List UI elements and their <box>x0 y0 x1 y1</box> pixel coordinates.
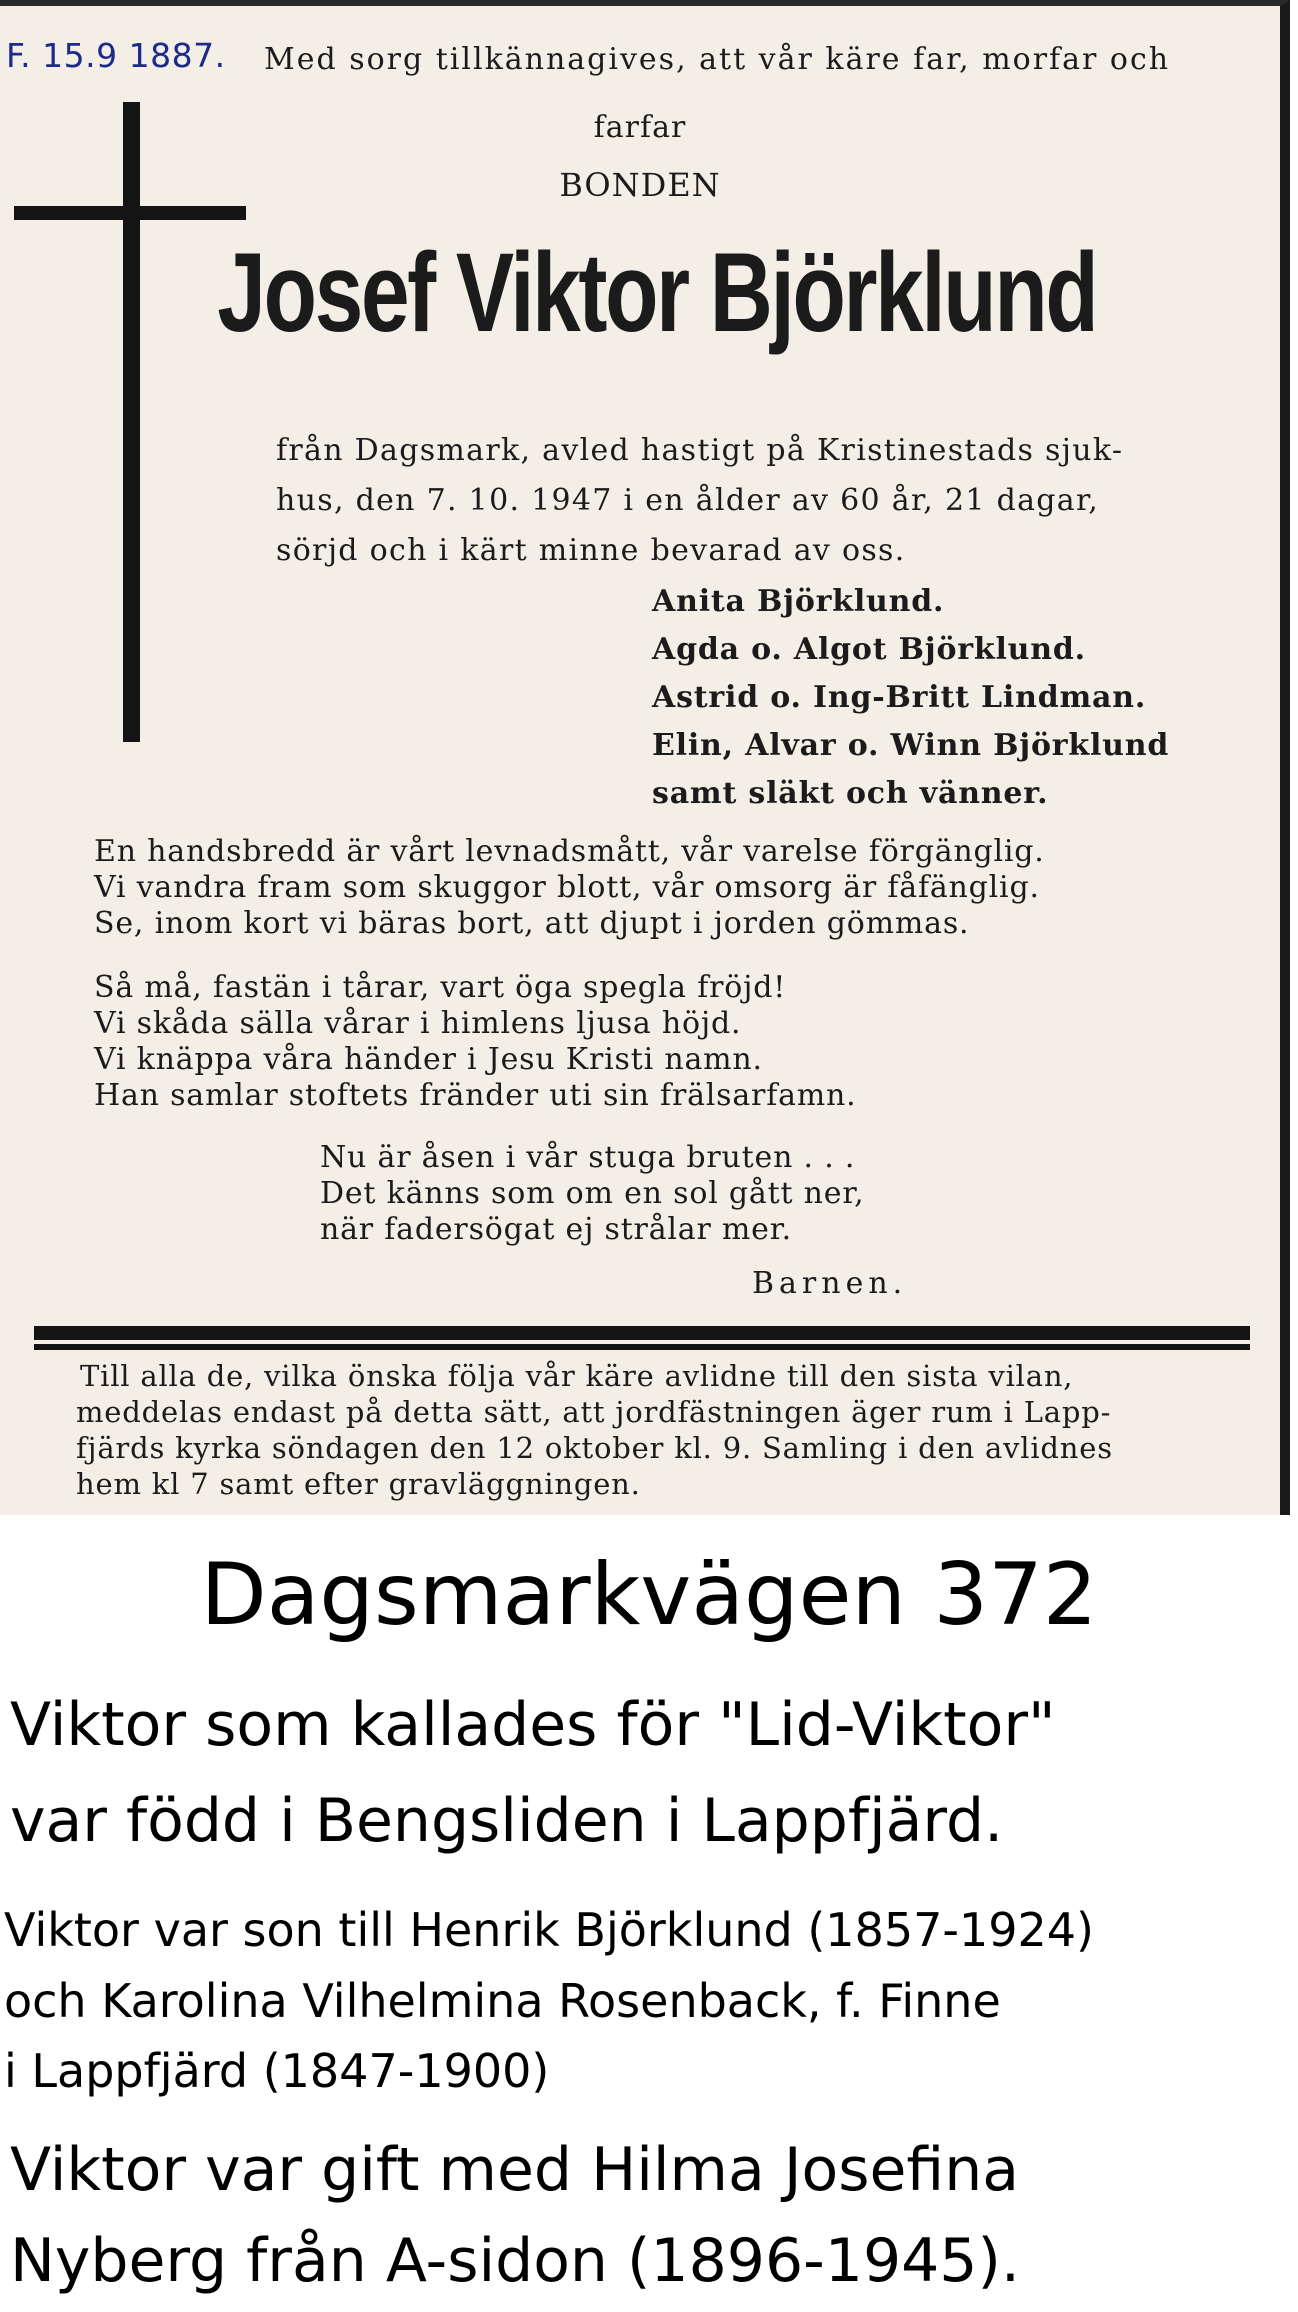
funeral-line: meddelas endast på detta sätt, att jordfästningen äger rum i Lapp- <box>76 1395 1112 1429</box>
description-line: Viktor som kallades för "Lid-Viktor" <box>10 1690 1056 1760</box>
marriage-line: Viktor var gift med Hilma Josefina <box>10 2135 1019 2205</box>
survivor: Elin, Alvar o. Winn Björklund <box>652 728 1170 763</box>
poem-line: Så må, fastän i tårar, vart öga spegla fröjd! <box>94 970 787 1005</box>
occupation-title: BONDEN <box>559 166 721 204</box>
parents-line: i Lappfjärd (1847-1900) <box>4 2044 550 2098</box>
survivor: Anita Björklund. <box>652 584 945 619</box>
divider <box>34 1344 1250 1350</box>
survivor: Agda o. Algot Björklund. <box>652 632 1086 667</box>
funeral-line: hem kl 7 samt efter gravläggningen. <box>76 1467 641 1501</box>
cross-icon-bar <box>14 206 246 220</box>
poem-line: Han samlar stoftets fränder uti sin frälsarfamn. <box>94 1078 857 1113</box>
intro-line: Med sorg tillkännagives, att vår käre far, morfar och <box>264 42 1171 77</box>
poem-line: Nu är åsen i vår stuga bruten . . . <box>320 1140 856 1175</box>
death-notice <box>276 426 1236 576</box>
signoff: Barnen. <box>752 1266 908 1301</box>
marriage-line: Nyberg från A-sidon (1896-1945). <box>10 2226 1020 2296</box>
survivor: samt släkt och vänner. <box>652 776 1049 811</box>
funeral-line: Till alla de, vilka önska följa vår käre avlidne till den sista vilan, <box>80 1359 1074 1393</box>
death-line: sörjd och i kärt minne bevarad av oss. <box>276 533 906 568</box>
parents-line: och Karolina Vilhelmina Rosenback, f. Finne <box>4 1974 1001 2028</box>
parents-line: Viktor var son till Henrik Björklund (1857-1924) <box>4 1903 1094 1957</box>
address-heading: Dagsmarkvägen 372 <box>200 1545 1098 1645</box>
date-stamp: F. 15.9 1887. <box>6 36 226 75</box>
survivors-list <box>652 578 1169 818</box>
death-line: från Dagsmark, avled hastigt på Kristinestads sjuk- <box>276 433 1124 468</box>
divider <box>34 1326 1250 1340</box>
poem-stanza-2 <box>94 970 857 1114</box>
poem-line: Se, inom kort vi bäras bort, att djupt i jorden gömmas. <box>94 906 970 941</box>
poem-line: En handsbredd är vårt levnadsmått, vår varelse förgänglig. <box>94 834 1045 869</box>
poem-line: när fadersögat ej strålar mer. <box>320 1212 792 1247</box>
survivor: Astrid o. Ing-Britt Lindman. <box>652 680 1147 715</box>
poem-line: Det känns som om en sol gått ner, <box>320 1176 865 1211</box>
description-line: var född i Bengsliden i Lappfjärd. <box>10 1786 1004 1856</box>
poem-stanza-3 <box>320 1140 865 1248</box>
funeral-line: fjärds kyrka söndagen den 12 oktober kl. 9. Samling i den avlidnes <box>76 1431 1113 1465</box>
deceased-name: Josef Viktor Björklund <box>217 230 1097 355</box>
poem-line: Vi skåda sälla vårar i himlens ljusa höjd. <box>94 1006 742 1041</box>
death-line: hus, den 7. 10. 1947 i en ålder av 60 år, 21 dagar, <box>276 483 1100 518</box>
intro-line: farfar <box>593 110 687 145</box>
funeral-notice <box>76 1358 1256 1502</box>
poem-line: Vi knäppa våra händer i Jesu Kristi namn. <box>94 1042 763 1077</box>
poem-line: Vi vandra fram som skuggor blott, vår omsorg är fåfänglig. <box>94 870 1040 905</box>
poem-stanza-1 <box>94 834 1045 942</box>
cross-icon <box>123 102 140 742</box>
